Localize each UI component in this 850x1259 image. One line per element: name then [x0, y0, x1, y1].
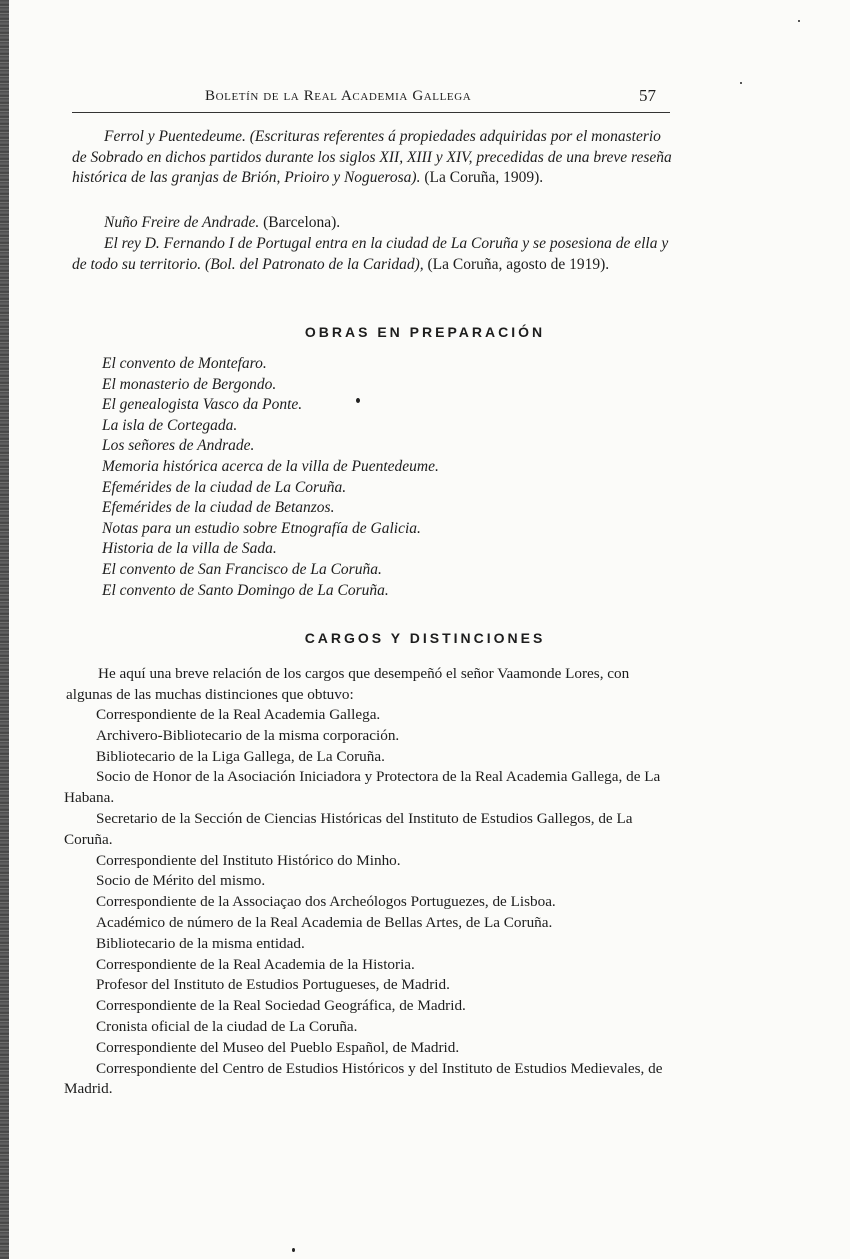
list-item: Académico de número de la Real Academia de Bellas Artes, de La Coruña.: [96, 913, 553, 931]
entry-publication: (La Coruña, agosto de 1919).: [423, 255, 610, 273]
list-item: Correspondiente de la Real Academia Gallega.: [96, 706, 381, 723]
list-item: Efemérides de la ciudad de La Coruña.: [102, 478, 347, 496]
entry-title: Ferrol y Puentedeume. (Escrituras referentes á propiedades adquiridas por el monasterio de Sobrado en dichos partidos durante los siglos XII, XIII y XIV, precedidas de una breve reseña histórica de las granjas de Brión, Prioiro y Noguerosa).: [72, 128, 672, 187]
list-item: Profesor del Instituto de Estudios Portugueses, de Madrid.: [96, 976, 450, 994]
list-item: Bibliotecario de la misma entidad.: [96, 934, 305, 952]
scan-speck: [740, 82, 742, 84]
list-item: Secretario de la Sección de Ciencias Históricas del Instituto de Estudios Gallegos, de La Coruña.: [64, 809, 633, 848]
cargos-intro: He aquí una breve relación de los cargos que desempeñó el señor Vaamonde Lores, con algunas de las muchas distinciones que obtuvo:: [66, 665, 630, 703]
entry-title: Nuño Freire de Andrade.: [104, 214, 260, 231]
list-item: Historia de la villa de Sada.: [102, 540, 277, 558]
list-item: Correspondiente de la Real Sociedad Geográfica, de Madrid.: [96, 997, 466, 1015]
bibliography-entry-nuno: [72, 213, 678, 234]
list-item: La isla de Cortegada.: [102, 416, 238, 434]
list-item: Archivero-Bibliotecario de la misma corporación.: [96, 726, 400, 744]
list-item: Bibliotecario de la Liga Gallega, de La Coruña.: [96, 747, 385, 765]
cargos-list: [64, 705, 680, 1100]
list-item: Socio de Honor de la Asociación Iniciadora y Protectora de la Real Academia Gallega, de La Habana.: [64, 768, 661, 807]
list-item: El convento de Santo Domingo de La Coruña.: [102, 581, 389, 599]
entry-publication: (Barcelona).: [259, 214, 341, 231]
list-item: El monasterio de Bergondo.: [102, 375, 277, 393]
bibliography-entry-ferrol: [72, 127, 678, 189]
list-item: El convento de San Francisco de La Coruña.: [102, 560, 382, 578]
entry-title: El rey D. Fernando I de Portugal entra en la ciudad de La Coruña y se posesiona de ella y de todo su territorio. (Bol. del Patronato de la Caridad),: [72, 235, 669, 273]
list-item: Correspondiente del Museo del Pueblo Español, de Madrid.: [96, 1038, 460, 1056]
scan-speck: [292, 1248, 295, 1252]
list-item: Correspondiente del Centro de Estudios Históricos y del Instituto de Estudios Medievales, de Madrid.: [64, 1059, 663, 1098]
scan-speck: [798, 20, 800, 22]
list-item: El genealogista Vasco da Ponte.: [102, 396, 303, 414]
list-item: Correspondiente de la Real Academia de la Historia.: [96, 955, 415, 973]
bibliography-entry-fernando: [72, 234, 678, 275]
list-item: Efemérides de la ciudad de Betanzos.: [102, 499, 335, 517]
list-item: Los señores de Andrade.: [102, 437, 255, 455]
scan-speck: [356, 398, 360, 403]
page-number: 57: [639, 86, 656, 105]
obras-list: [102, 354, 439, 601]
entry-publication: (La Coruña, 1909).: [420, 169, 544, 187]
list-item: Notas para un estudio sobre Etnografía de Galicia.: [102, 519, 421, 537]
list-item: Memoria histórica acerca de la villa de Puentedeume.: [102, 457, 439, 475]
section-heading-obras: OBRAS EN PREPARACIÓN: [304, 324, 546, 340]
list-item: El convento de Montefaro.: [102, 355, 267, 372]
list-item: Socio de Mérito del mismo.: [96, 872, 266, 890]
section-heading-cargos: CARGOS Y DISTINCIONES: [304, 630, 546, 646]
running-head: Boletín de la Real Academia Gallega: [205, 88, 472, 104]
list-item: Cronista oficial de la ciudad de La Coruña.: [96, 1017, 358, 1035]
page-header: [72, 86, 670, 113]
list-item: Correspondiente del Instituto Histórico do Minho.: [96, 851, 401, 869]
list-item: Correspondiente de la Associaçao dos Archeólogos Portuguezes, de Lisboa.: [96, 893, 556, 911]
